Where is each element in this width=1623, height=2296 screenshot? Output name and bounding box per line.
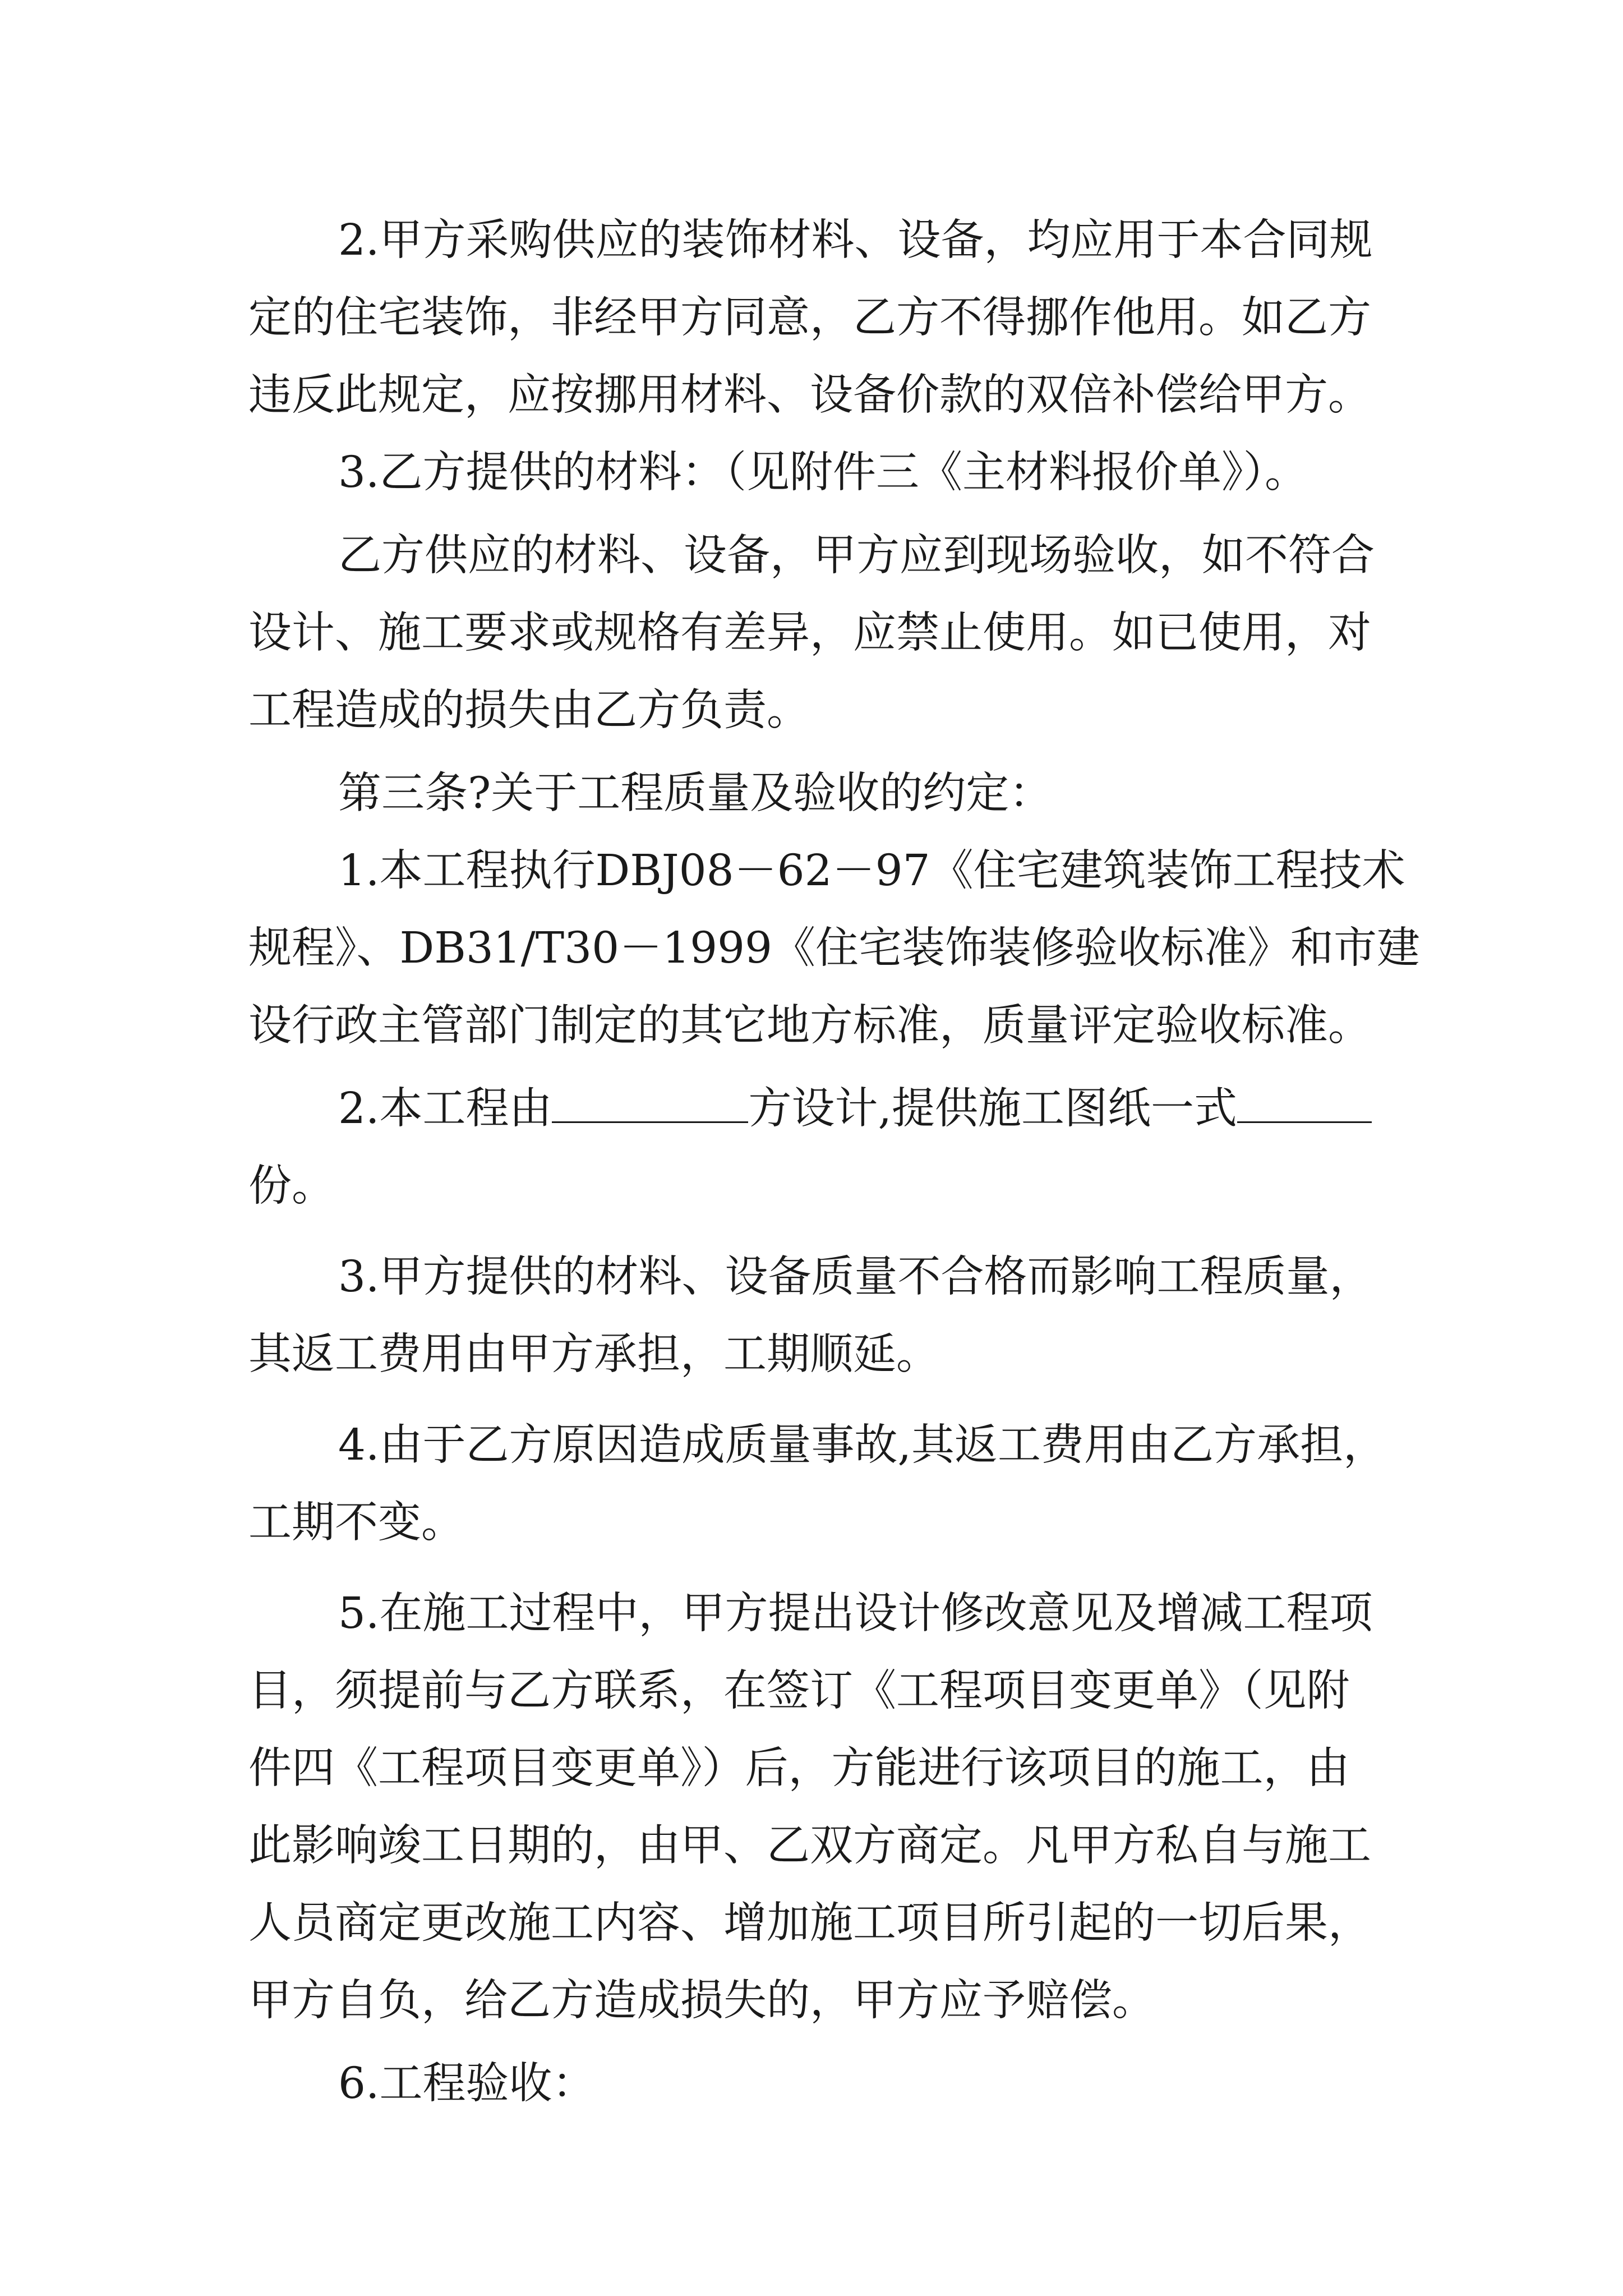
- text-segment: 方设计,提供施工图纸一式: [748, 1084, 1237, 1134]
- text-segment: 2.本工程由: [338, 1084, 552, 1134]
- paragraph-line: 1.本工程执行DBJ08－62－97《住宅建筑装饰工程技术: [338, 846, 1405, 896]
- paragraph-line: 此影响竣工日期的，由甲、乙双方商定。凡甲方私自与施工: [248, 1821, 1371, 1871]
- paragraph-line: 设计、施工要求或规格有差异，应禁止使用。如已使用，对: [248, 608, 1371, 658]
- paragraph-line-with-blanks: [248, 1070, 1393, 1148]
- fill-in-blank: [552, 1088, 748, 1123]
- paragraph-line: 其返工费用由甲方承担，工期顺延。: [248, 1329, 939, 1379]
- paragraph-line: 5.在施工过程中，甲方提出设计修改意见及增减工程项: [338, 1589, 1373, 1639]
- paragraph-line: 3.乙方提供的材料：（见附件三《主材料报价单》）。: [338, 448, 1308, 498]
- paragraph-line: 4.由于乙方原因造成质量事故,其返工费用由乙方承担，: [338, 1420, 1386, 1470]
- paragraph-line: 乙方供应的材料、设备，甲方应到现场验收，如不符合: [338, 531, 1375, 581]
- section-heading: 第三条?关于工程质量及验收的约定：: [338, 769, 1053, 818]
- paragraph-line: 人员商定更改施工内容、增加施工项目所引起的一切后果，: [248, 1898, 1371, 1948]
- paragraph-line: 件四《工程项目变更单》）后，方能进行该项目的施工，由: [248, 1743, 1350, 1793]
- paragraph-line: 工程造成的损失由乙方负责。: [248, 685, 810, 735]
- paragraph-line: 设行政主管部门制定的其它地方标准，质量评定验收标准。: [248, 1001, 1371, 1051]
- paragraph-line: 份。: [248, 1161, 335, 1211]
- paragraph-line: 定的住宅装饰，非经甲方同意，乙方不得挪作他用。如乙方: [248, 293, 1371, 343]
- paragraph-line: 2.甲方采购供应的装饰材料、设备，均应用于本合同规: [338, 215, 1373, 265]
- paragraph-line: 6.工程验收：: [338, 2059, 596, 2109]
- document-body: [248, 202, 1421, 2123]
- paragraph-line: 目，须提前与乙方联系，在签订《工程项目变更单》（见附: [248, 1666, 1350, 1716]
- paragraph-line: 甲方自负，给乙方造成损失的，甲方应予赔偿。: [248, 1976, 1155, 2026]
- paragraph-line: 规程》、DB31/T30－1999《住宅装饰装修验收标准》和市建: [248, 923, 1421, 973]
- fill-in-blank: [1237, 1088, 1372, 1123]
- paragraph-line: 3.甲方提供的材料、设备质量不合格而影响工程质量，: [338, 1252, 1373, 1302]
- paragraph-line: 工期不变。: [248, 1498, 464, 1548]
- paragraph-line: 违反此规定，应按挪用材料、设备价款的双倍补偿给甲方。: [248, 370, 1371, 420]
